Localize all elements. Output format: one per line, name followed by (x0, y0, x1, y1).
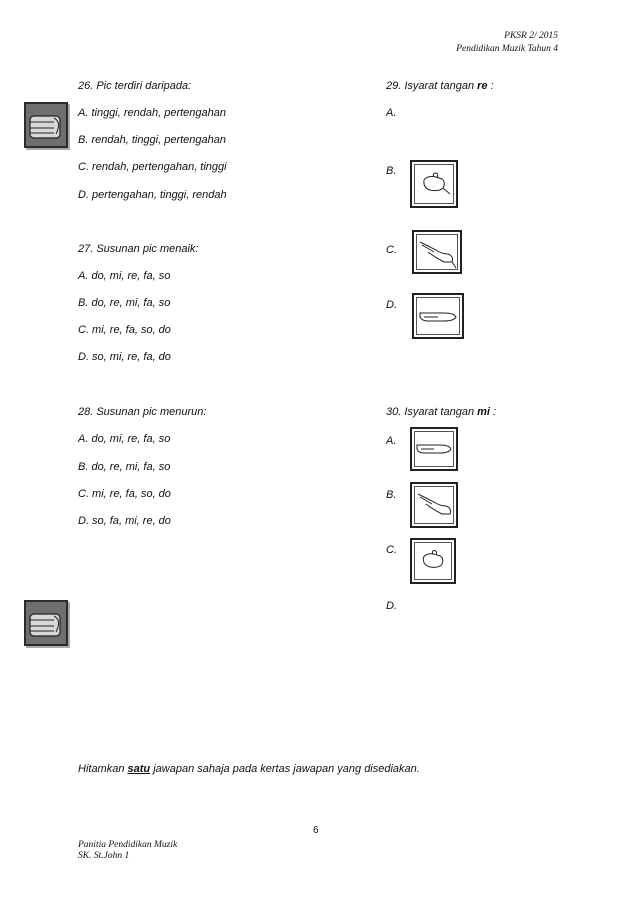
header-subject: Pendidikan Muzik Tahun 4 (456, 44, 558, 54)
q29-option-c: C. (386, 244, 397, 256)
q29-stem: 29. Isyarat tangan re : (386, 80, 494, 92)
q29-option-a: A. (386, 107, 397, 119)
q30-stem-keyword: mi (477, 406, 490, 418)
page-header (456, 30, 558, 56)
q30-option-d: D. (386, 600, 397, 612)
q28-stem: 28. Susunan pic menurun: (78, 406, 207, 418)
q26-option-a: A. tinggi, rendah, pertengahan (78, 107, 227, 119)
q30-stem: 30. Isyarat tangan mi : (386, 406, 497, 418)
hand-sign-flat-hand-icon (410, 427, 458, 471)
hand-sign-fist-thumb-icon (410, 538, 456, 584)
q30-option-c: C. (386, 544, 397, 556)
q28-option-c: C. mi, re, fa, so, do (78, 488, 171, 500)
hand-sign-fist-thumb-icon (410, 160, 458, 208)
instruction-emphasis: satu (127, 763, 151, 775)
q29-option-d: D. (386, 299, 397, 311)
q27-option-c: C. mi, re, fa, so, do (78, 324, 171, 336)
page-number: 6 (313, 825, 319, 836)
hand-sign-slanted-hand-icon (412, 230, 462, 274)
q28-option-a: A. do, mi, re, fa, so (78, 433, 171, 445)
q26-stem: 26. Pic terdiri daripada: (78, 80, 192, 92)
q27-option-a: A. do, mi, re, fa, so (78, 270, 171, 282)
fist-hand-sign-icon (24, 600, 68, 646)
q29-option-b: B. (386, 165, 397, 177)
header-exam-code: PKSR 2/ 2015 (504, 31, 558, 41)
q29-stem-keyword: re (477, 80, 488, 92)
q30-option-a: A. (386, 435, 397, 447)
q27-stem: 27. Susunan pic menaik: (78, 243, 199, 255)
q26-option-c: C. rendah, pertengahan, tinggi (78, 161, 227, 173)
hand-sign-flat-hand-icon (412, 293, 464, 339)
q28-option-d: D. so, fa, mi, re, do (78, 515, 171, 527)
q28-option-b: B. do, re, mi, fa, so (78, 461, 171, 473)
q26-option-b: B. rendah, tinggi, pertengahan (78, 134, 227, 146)
q27-option-b: B. do, re, mi, fa, so (78, 297, 171, 309)
page-footer (78, 840, 177, 862)
q26-option-d: D. pertengahan, tinggi, rendah (78, 189, 227, 201)
answer-instruction: Hitamkan satu jawapan sahaja pada kertas jawapan yang disediakan. (78, 763, 420, 775)
q27-option-d: D. so, mi, re, fa, do (78, 351, 171, 363)
hand-sign-slanted-hand-icon (410, 482, 458, 528)
fist-hand-sign-icon (24, 102, 68, 148)
footer-committee: Panitia Pendidikan Muzik (78, 840, 178, 850)
q30-option-b: B. (386, 489, 397, 501)
footer-school: SK. St.John 1 (78, 851, 130, 861)
